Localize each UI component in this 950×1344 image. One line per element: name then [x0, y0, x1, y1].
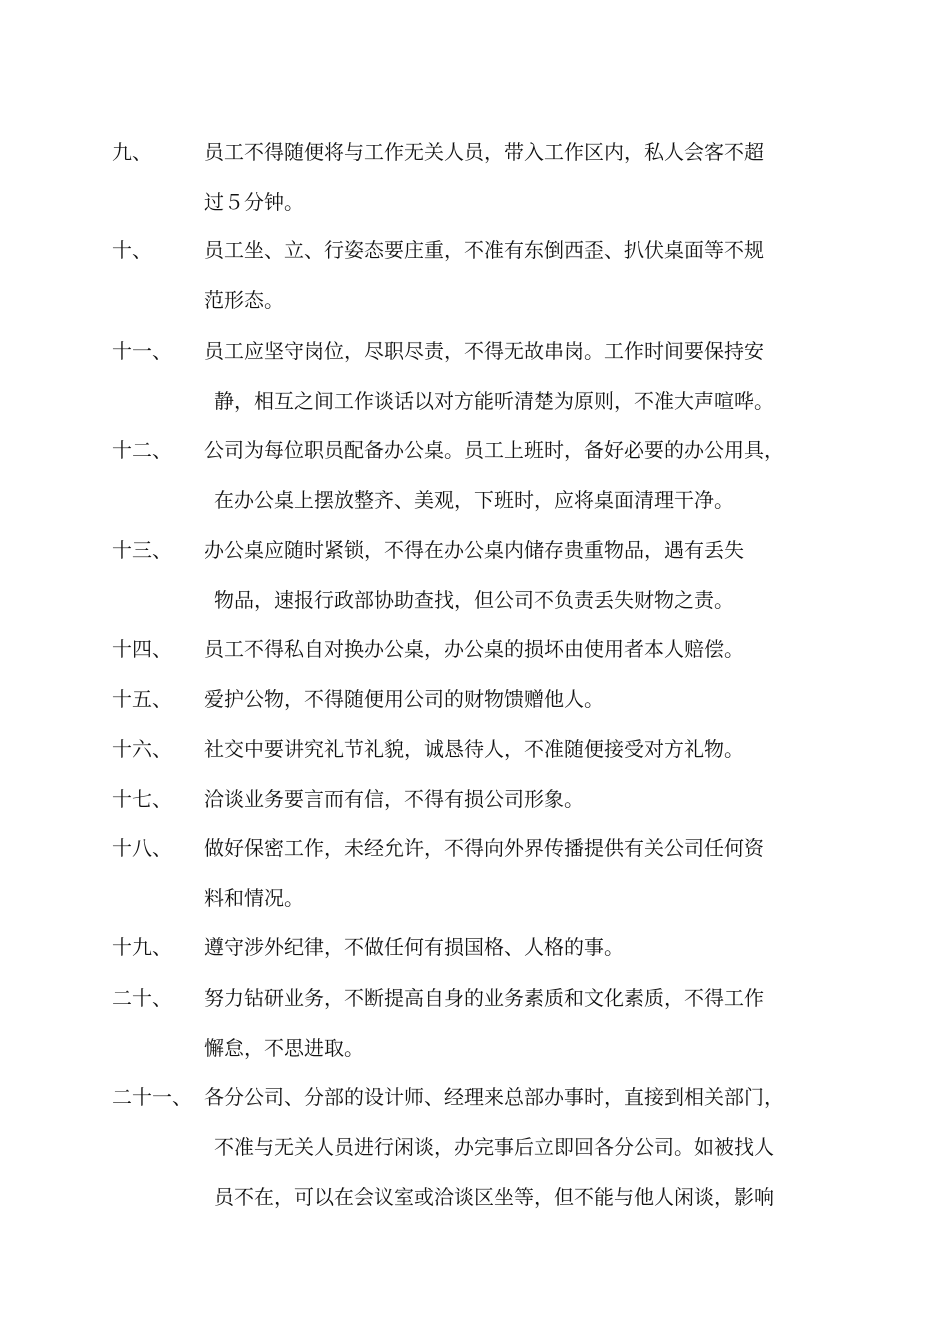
- rule-number: 十八、: [112, 836, 172, 860]
- rule-number: 九、: [112, 140, 152, 164]
- rule-text-line: 员工坐、立、行姿态要庄重，不准有东倒西歪、扒伏桌面等不规: [204, 238, 764, 262]
- rule-number: 十四、: [112, 637, 172, 661]
- rule-text-line: 公司为每位职员配备办公桌。员工上班时，备好必要的办公用具，: [204, 438, 784, 462]
- rule-text-line: 办公桌应随时紧锁，不得在办公桌内储存贵重物品，遇有丢失: [204, 538, 744, 562]
- rule-text-line: 做好保密工作，未经允许，不得向外界传播提供有关公司任何资: [204, 836, 764, 860]
- rule-text-line: 不准与无关人员进行闲谈，办完事后立即回各分公司。如被找人: [214, 1135, 774, 1159]
- rule-text-line: 在办公桌上摆放整齐、美观，下班时，应将桌面清理干净。: [214, 488, 734, 512]
- rule-text-line: 洽谈业务要言而有信，不得有损公司形象。: [204, 787, 584, 811]
- rule-text-line: 范形态。: [204, 288, 284, 312]
- rule-text-line: 员工不得随便将与工作无关人员，带入工作区内，私人会客不超: [204, 140, 764, 164]
- rule-text-line: 静，相互之间工作谈话以对方能听清楚为原则，不准大声喧哗。: [214, 389, 774, 413]
- rule-text-line: 爱护公物，不得随便用公司的财物馈赠他人。: [204, 687, 604, 711]
- rule-text-line: 努力钻研业务，不断提高自身的业务素质和文化素质，不得工作: [204, 986, 764, 1010]
- rule-text-line: 物品，速报行政部协助查找，但公司不负责丢失财物之责。: [214, 588, 734, 612]
- rule-text-line: 遵守涉外纪律，不做任何有损国格、人格的事。: [204, 935, 624, 959]
- rule-text-line: 过５分钟。: [204, 190, 304, 214]
- rule-text-line: 懈怠，不思进取。: [204, 1036, 364, 1060]
- rule-number: 十二、: [112, 438, 172, 462]
- rule-text-line: 社交中要讲究礼节礼貌，诚恳待人，不准随便接受对方礼物。: [204, 737, 744, 761]
- rule-number: 十五、: [112, 687, 172, 711]
- rule-text-line: 料和情况。: [204, 886, 304, 910]
- rule-text-line: 员工应坚守岗位，尽职尽责，不得无故串岗。工作时间要保持安: [204, 339, 764, 363]
- rule-number: 十六、: [112, 737, 172, 761]
- rule-number: 十九、: [112, 935, 172, 959]
- rule-number: 十三、: [112, 538, 172, 562]
- rule-number: 十七、: [112, 787, 172, 811]
- rule-text-line: 员不在，可以在会议室或洽谈区坐等，但不能与他人闲谈，影响: [214, 1185, 774, 1209]
- rule-number: 二十、: [112, 986, 172, 1010]
- rule-text-line: 员工不得私自对换办公桌，办公桌的损坏由使用者本人赔偿。: [204, 637, 744, 661]
- rule-text-line: 各分公司、分部的设计师、经理来总部办事时，直接到相关部门，: [204, 1085, 784, 1109]
- rule-number: 二十一、: [112, 1085, 192, 1109]
- rule-number: 十、: [112, 238, 152, 262]
- rule-number: 十一、: [112, 339, 172, 363]
